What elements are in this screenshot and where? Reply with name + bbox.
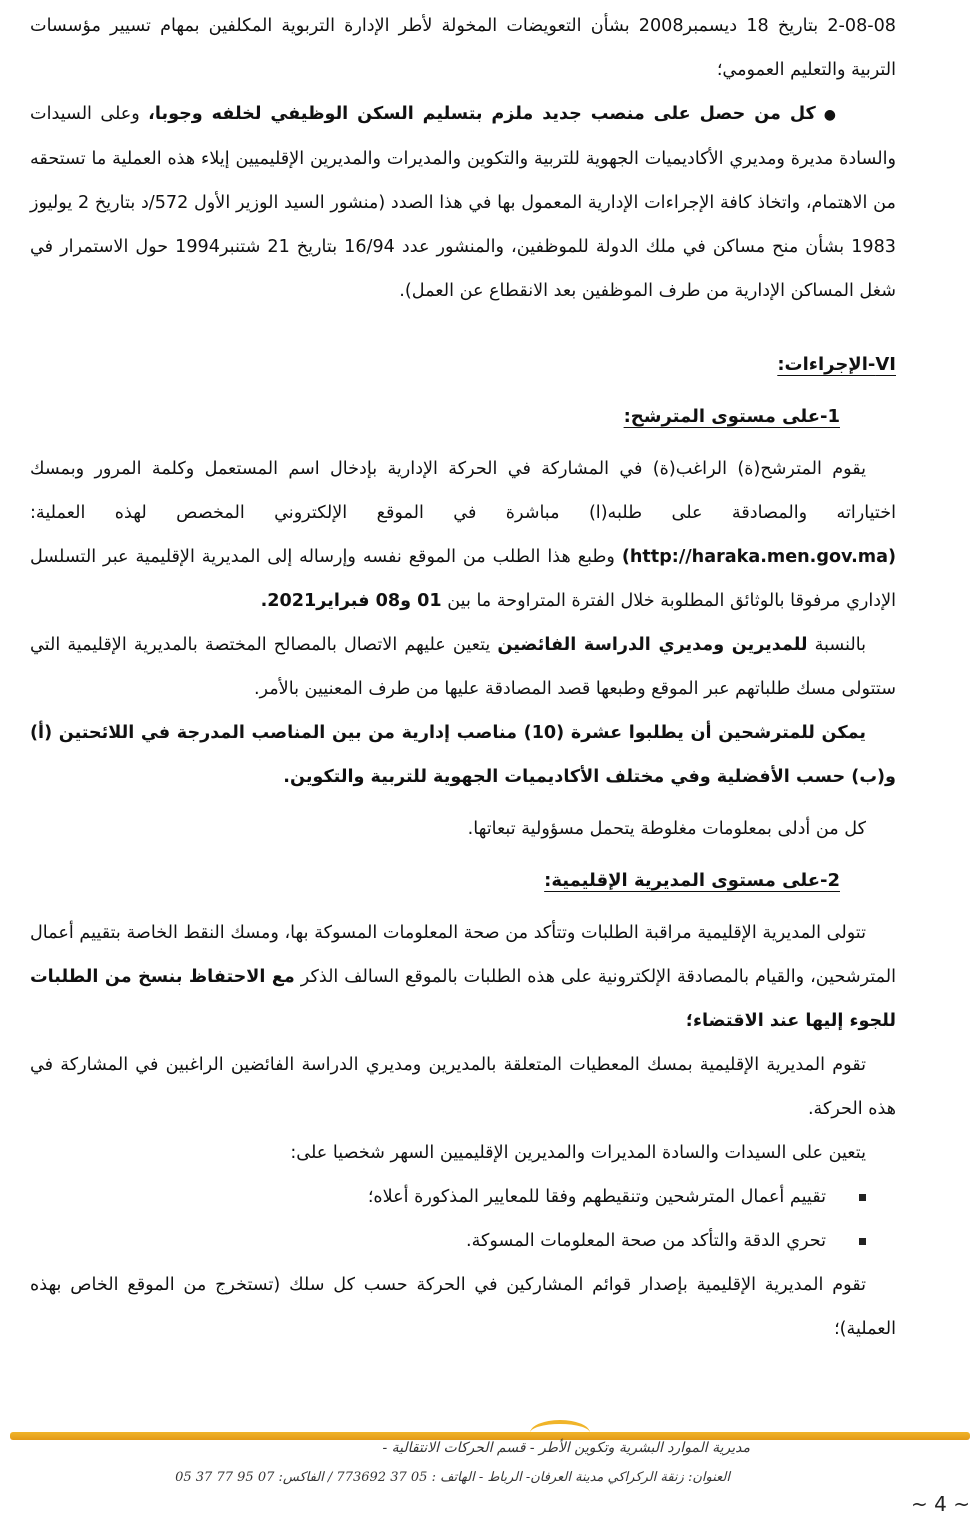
- page-number: ~ 4 ~: [911, 1492, 970, 1516]
- list-item: تحري الدقة والتأكد من صحة المعلومات المسوكة.: [30, 1219, 826, 1263]
- section-heading-procedures: VI-الإجراءات:: [777, 354, 896, 375]
- platform-url-link[interactable]: (http://haraka.men.gov.ma): [621, 547, 897, 567]
- footer-department: مديرية الموارد البشرية وتكوين الأطر - قسم الحركات الانتقالية -: [382, 1440, 750, 1456]
- subsection-heading-directorate: 2-على مستوى المديرية الإقليمية:: [544, 870, 840, 891]
- candidate-paragraph-1-b: وطبع هذا الطلب من الموقع نفسه وإرساله إلى المديرية الإقليمية عبر التسلسل الإداري مرفوقا بالوثائق المطلوبة خلال الفترة المتراوحة ما بين: [30, 547, 896, 611]
- candidate-paragraph-2: [30, 623, 896, 711]
- submission-dates: 01 و08 فبراير2021.: [260, 591, 442, 611]
- footer-accent-line: [10, 1432, 970, 1440]
- dir-p1-a: تتولى المديرية الإقليمية مراقبة الطلبات وتتأكد من صحة المعلومات المسوكة بها، ومسك النقط الخاصة بتقييم أعمال المترشحين، والقيام بالمصادقة الإلكترونية على هذه الطلبات بالموقع السالف الذكر: [30, 923, 897, 987]
- list-item: تقييم أعمال المترشحين وتنقيطهم وفقا للمعايير المذكورة أعلاه؛: [30, 1175, 826, 1219]
- document-page: [30, 4, 896, 1351]
- subsection-heading-candidate: 1-على مستوى المترشح:: [623, 406, 840, 427]
- directorate-duties-list: [30, 1175, 896, 1263]
- dir-p1-bold: مع الاحتفاظ بنسخ من الطلبات للجوء إليها عند الاقتضاء؛: [30, 967, 896, 1031]
- directorate-paragraph-3: يتعين على السيدات والسادة المديرات والمديرين الإقليميين السهر شخصيا على:: [290, 1143, 866, 1163]
- candidate-paragraph-3: يمكن للمترشحين أن يطلبوا عشرة (10) مناصب إدارية من بين المناصب المدرجة في اللائحتين (أ) و(ب) حسب الأفضلية وفي مختلف الأكاديميات الجهوية للتربية والتكوين.: [30, 723, 896, 787]
- p2-bold: للمديرين ومديري الدراسة الفائضين: [497, 635, 808, 655]
- bullet-lead-text: كل من حصل على منصب جديد ملزم بتسليم السكن الوظيفي لخلفه وجوبا،: [148, 104, 816, 124]
- candidate-paragraph-1-a: يقوم المترشح(ة) الراغب(ة) في المشاركة في الحركة الإدارية بإدخال اسم المستعمل وكلمة المرور وبمسك اختياراته والمصادقة على طلبه(ا) مباشرة في الموقع الإلكتروني المخصص لهذه العملية:: [30, 459, 896, 523]
- candidate-paragraph-1: [30, 447, 896, 623]
- directorate-paragraph-1: [30, 911, 896, 1043]
- bullet-dot-icon: ●: [823, 107, 836, 123]
- candidate-paragraph-4: كل من أدلى بمعلومات مغلوطة يتحمل مسؤولية تبعاتها.: [467, 819, 866, 839]
- bullet-paragraph: [30, 92, 896, 313]
- intro-paragraph: 2-08-08 بتاريخ 18 ديسمبر2008 بشأن التعويضات المخولة لأطر الإدارة التربوية المكلفين بمهام تسيير مؤسسات التربية والتعليم العمومي؛: [30, 16, 896, 80]
- directorate-paragraph-4: تقوم المديرية الإقليمية بإصدار قوائم المشاركين في الحركة حسب كل سلك (تستخرج من الموقع الخاص بهذه العملية)؛: [30, 1275, 896, 1339]
- footer-address: العنوان: زنقة الركراكي مدينة العرفان- الرباط - الهاتف : 05 37 773692 / الفاكس: 07 95 77 37 05: [175, 1470, 730, 1485]
- p2-prefix: بالنسبة: [814, 635, 866, 655]
- directorate-paragraph-2: تقوم المديرية الإقليمية بمسك المعطيات المتعلقة بالمديرين ومديري الدراسة الفائضين الراغبين في المشاركة في هذه الحركة.: [30, 1055, 896, 1119]
- bullet-rest-text: وعلى السيدات والسادة مديرة ومديري الأكاديميات الجهوية للتربية والتكوين والمديرات والمديرين الإقليميين إيلاء هذه العملية ما تستحقه من الاهتمام، واتخاذ كافة الإجراءات الإدارية المعمول بها في هذا الصدد (منشور السيد الوزير الأول 572/د بتاريخ 2 يوليوز 1983 بشأن منح مساكن في ملك الدولة للموظفين، والمنشور عدد 16/94 بتاريخ 21 شتنبر1994 حول الاستمرار في شغل المساكن الإدارية من طرف الموظفين بعد الانقطاع عن العمل).: [30, 104, 896, 301]
- p2-rest: يتعين عليهم الاتصال بالمصالح المختصة بالمديرية الإقليمية التي ستتولى مسك طلباتهم عبر الموقع وطبعها قصد المصادقة عليها من طرف المعنيين بالأمر.: [30, 635, 896, 699]
